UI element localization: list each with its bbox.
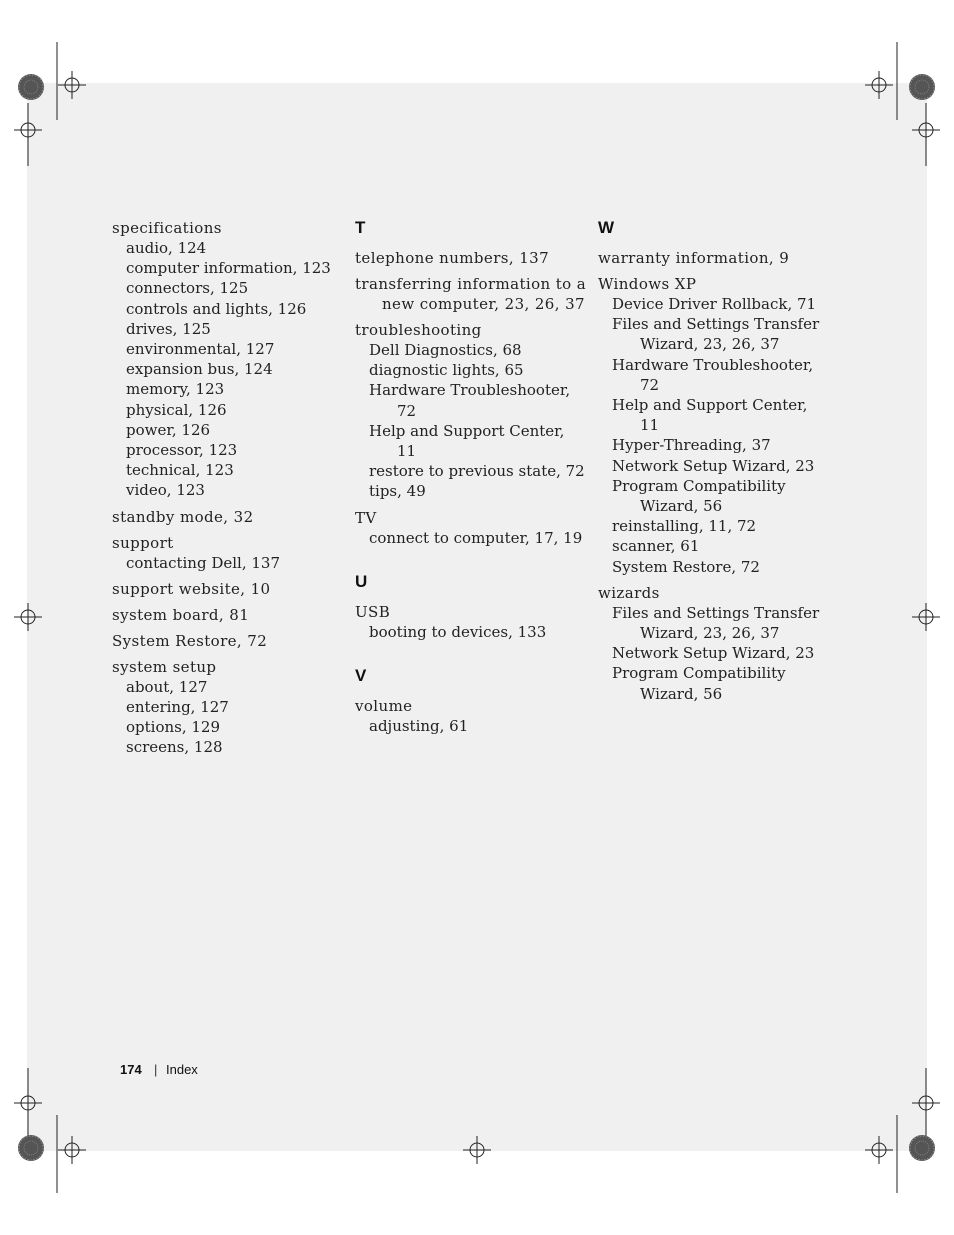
index-entry: [112, 657, 344, 758]
index-entry: [112, 533, 344, 573]
index-subentry: processor, 123: [126, 441, 238, 460]
index-subentry: Help and Support Center, 11: [612, 396, 808, 435]
index-subentry: Program Compatibility Wizard, 56: [612, 664, 786, 703]
index-column-3: [598, 218, 830, 710]
index-subentry: audio, 124: [126, 239, 207, 257]
index-subentry: adjusting, 61: [369, 717, 469, 736]
index-entry: [112, 605, 344, 625]
index-entry: [112, 507, 344, 527]
index-term: System Restore, 72: [112, 631, 268, 650]
index-subentry: System Restore, 72: [612, 557, 760, 576]
index-entry: [355, 274, 587, 314]
index-subentry: connect to computer, 17, 19: [369, 528, 583, 547]
index-entry: [355, 508, 587, 548]
index-entry: [355, 320, 587, 502]
page-number: 174: [120, 1062, 142, 1077]
index-subentry: Device Driver Rollback, 71: [612, 295, 817, 313]
index-entry: [112, 579, 344, 599]
index-subentry: Hardware Troubleshooter, 72: [612, 355, 814, 394]
index-term: wizards: [598, 583, 660, 602]
index-entry: [598, 583, 830, 704]
index-subentry: options, 129: [126, 718, 221, 737]
index-subentry: memory, 123: [126, 380, 225, 399]
index-term: standby mode, 32: [112, 507, 254, 526]
footer-section-title: Index: [166, 1062, 198, 1077]
index-entry: [598, 248, 830, 268]
index-letter-heading: U: [355, 571, 368, 591]
index-term: specifications: [112, 219, 222, 237]
index-term: USB: [355, 602, 391, 621]
index-subentry: entering, 127: [126, 698, 229, 717]
index-subentry: Files and Settings Transfer Wizard, 23, 26, 37: [612, 315, 820, 354]
index-subentry: drives, 125: [126, 319, 211, 338]
index-term: system setup: [112, 657, 217, 676]
index-term: warranty information, 9: [598, 249, 790, 267]
index-subentry: computer information, 123: [126, 259, 331, 278]
index-term: troubleshooting: [355, 321, 482, 339]
index-term: transferring information to a new computer, 23, 26, 37: [355, 275, 587, 313]
index-letter-heading: T: [355, 218, 366, 237]
index-term: Windows XP: [598, 275, 697, 293]
page-footer: [120, 1062, 198, 1078]
index-subentry: Network Setup Wizard, 23: [612, 644, 815, 663]
index-subentry: Hyper-Threading, 37: [612, 436, 771, 455]
index-subentry: contacting Dell, 137: [126, 553, 280, 572]
index-entry: [112, 631, 344, 651]
index-term: TV: [355, 508, 377, 527]
index-subentry: connectors, 125: [126, 279, 249, 298]
index-subentry: environmental, 127: [126, 340, 275, 359]
index-subentry: about, 127: [126, 677, 208, 696]
index-term: volume: [355, 697, 413, 716]
index-subentry: restore to previous state, 72: [369, 462, 585, 481]
index-subentry: video, 123: [126, 481, 205, 500]
index-entry: [355, 248, 587, 268]
index-entry: [112, 218, 344, 501]
index-subentry: Dell Diagnostics, 68: [369, 341, 522, 359]
index-column-1: [112, 218, 344, 764]
index-subentry: screens, 128: [126, 738, 223, 757]
index-letter-heading: V: [355, 666, 367, 686]
index-subentry: diagnostic lights, 65: [369, 361, 524, 380]
index-subentry: Hardware Troubleshooter, 72: [369, 381, 571, 420]
index-entry: [598, 274, 830, 577]
index-subentry: scanner, 61: [612, 537, 700, 556]
footer-separator: |: [154, 1062, 158, 1077]
index-term: telephone numbers, 137: [355, 249, 550, 267]
index-subentry: Help and Support Center, 11: [369, 421, 565, 461]
index-column-2: [355, 218, 587, 742]
index-subentry: reinstalling, 11, 72: [612, 517, 757, 536]
index-subentry: Files and Settings Transfer Wizard, 23, 26, 37: [612, 603, 820, 643]
index-subentry: power, 126: [126, 420, 211, 439]
index-subentry: Program Compatibility Wizard, 56: [612, 476, 786, 516]
index-entry: [355, 602, 587, 642]
index-term: support website, 10: [112, 579, 271, 598]
index-subentry: expansion bus, 124: [126, 360, 273, 379]
index-subentry: Network Setup Wizard, 23: [612, 456, 815, 475]
index-letter-heading: W: [598, 218, 615, 237]
index-entry: [355, 696, 587, 736]
index-term: system board, 81: [112, 605, 250, 624]
index-subentry: booting to devices, 133: [369, 622, 547, 641]
index-subentry: technical, 123: [126, 461, 234, 480]
index-subentry: controls and lights, 126: [126, 299, 307, 318]
index-term: support: [112, 533, 174, 552]
index-subentry: tips, 49: [369, 482, 426, 501]
index-subentry: physical, 126: [126, 400, 227, 419]
